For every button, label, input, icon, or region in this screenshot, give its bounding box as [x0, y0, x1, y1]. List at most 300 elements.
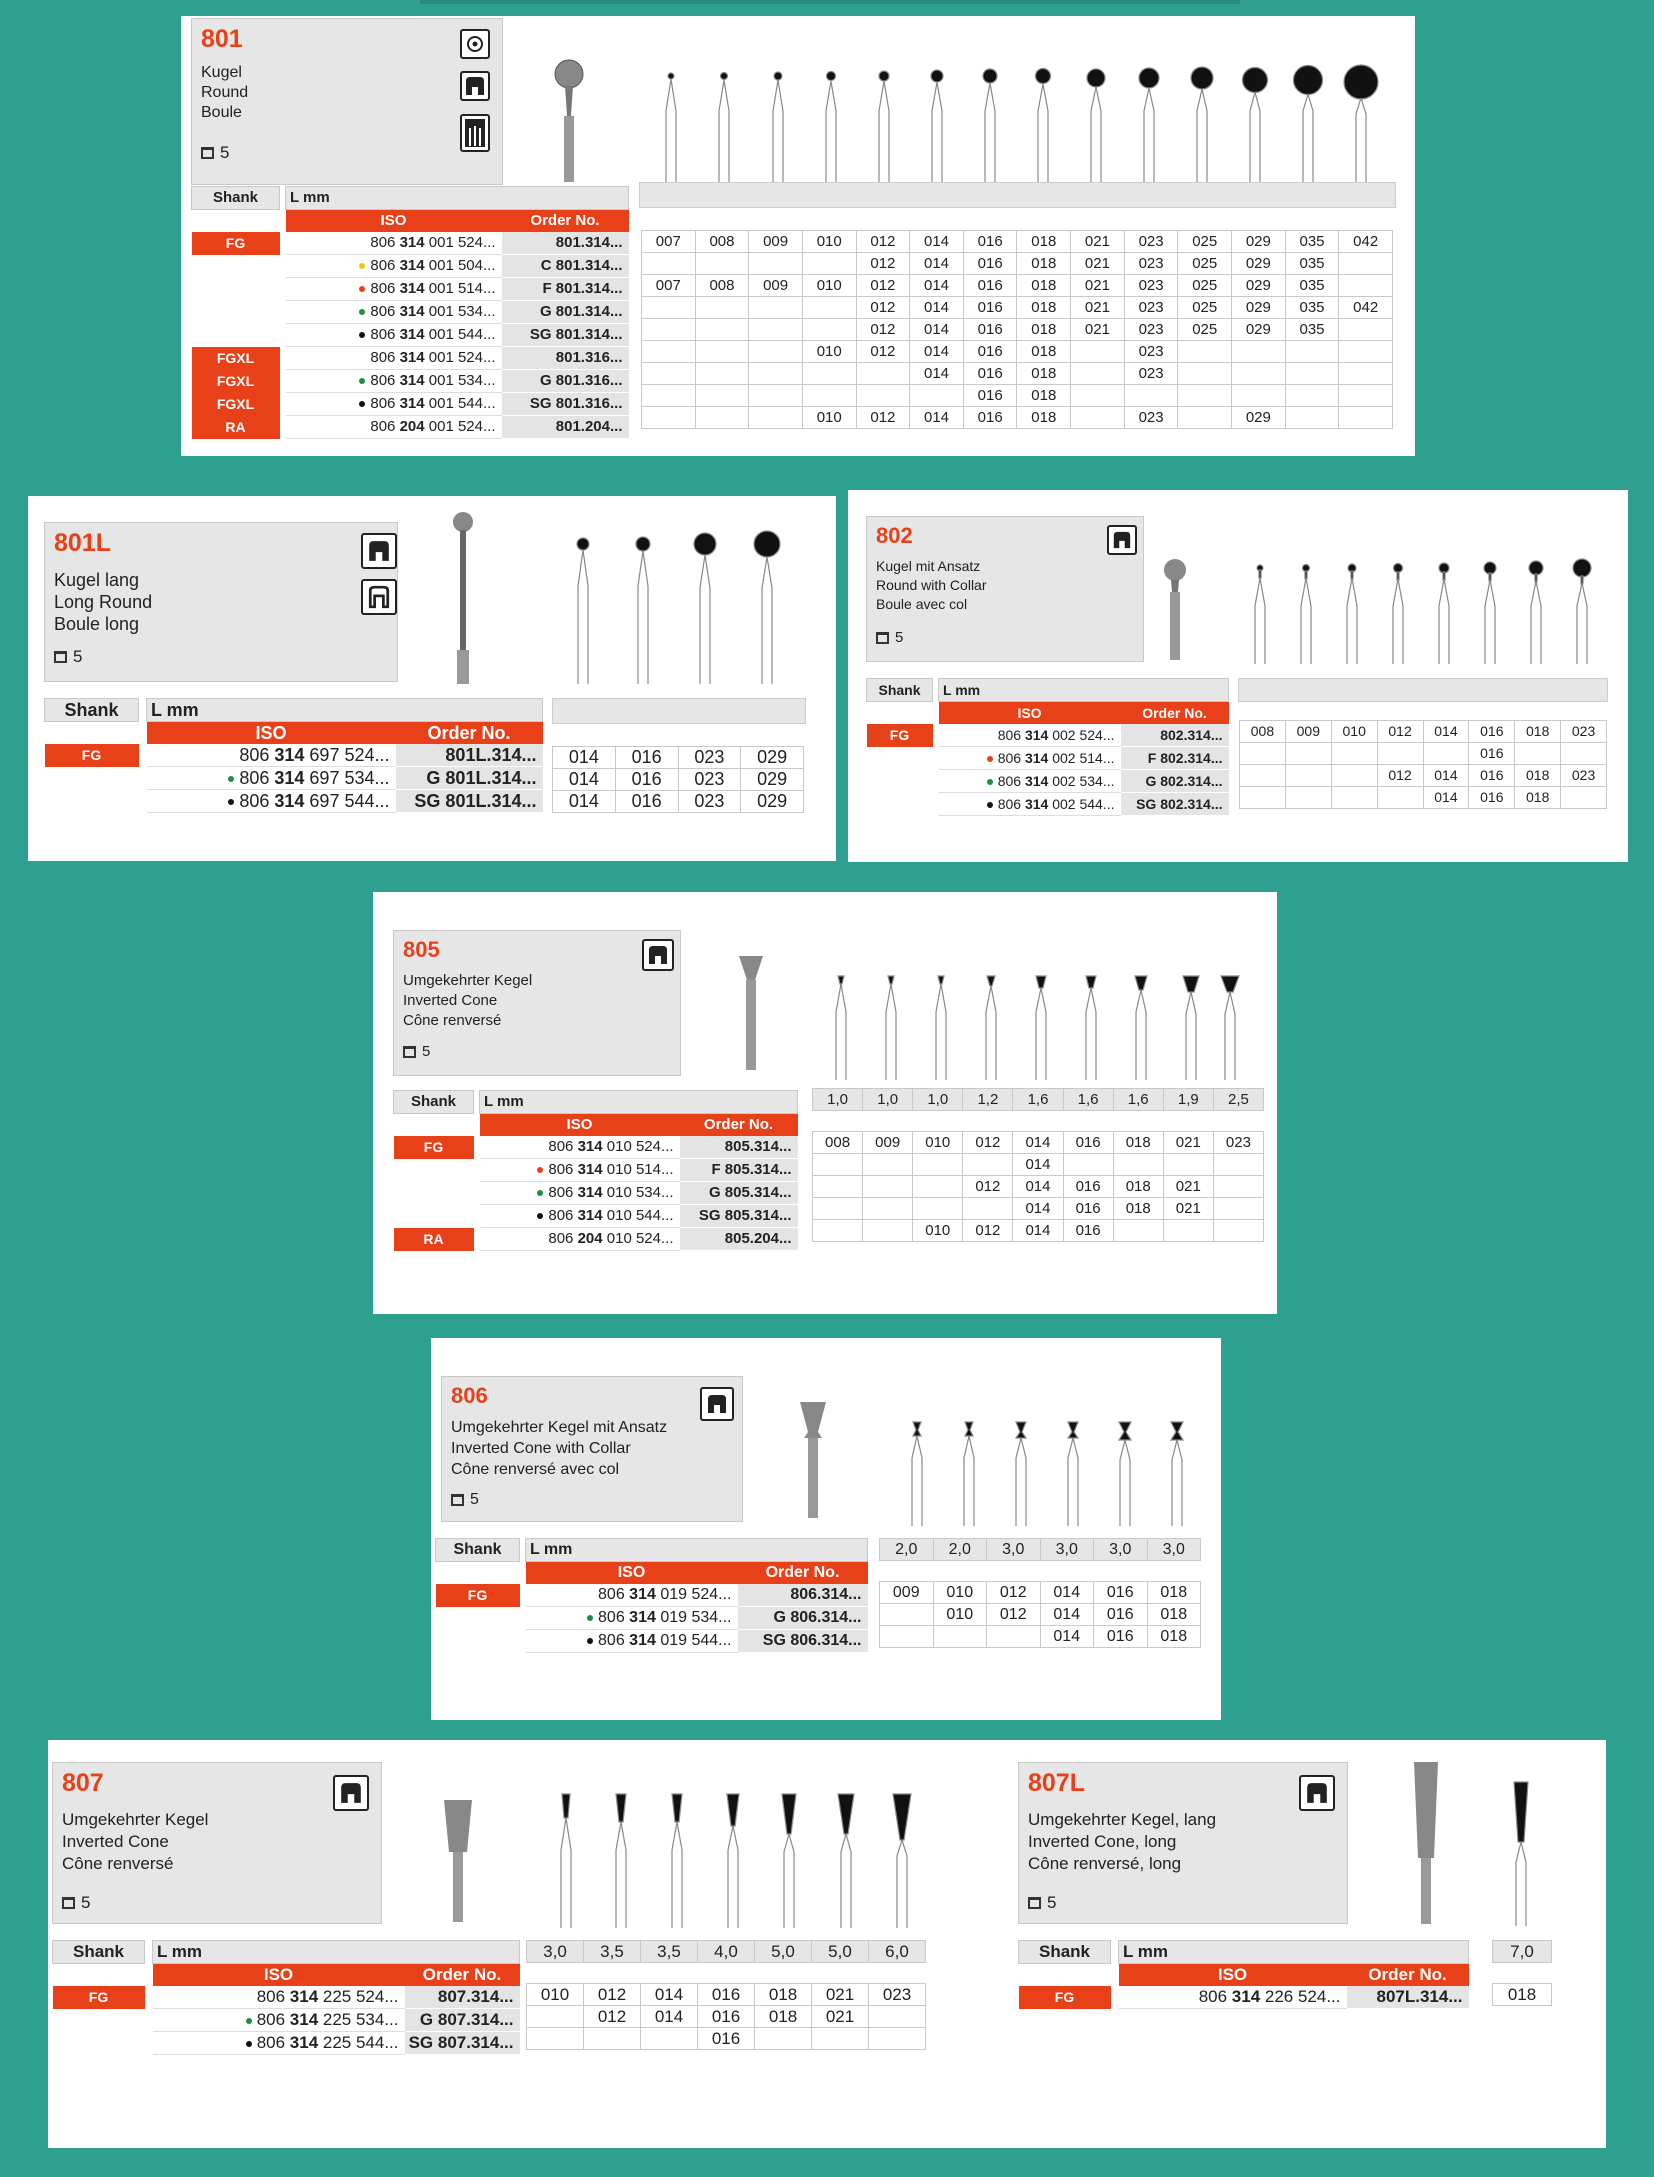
- spacer: [145, 2032, 153, 2055]
- pack-count: 5: [81, 1893, 91, 1912]
- size-cell: 010: [802, 341, 856, 363]
- iso-prefix: 806: [1198, 1987, 1232, 2006]
- shank-header: Shank: [53, 1941, 145, 1964]
- lmm-header: L mm: [480, 1091, 798, 1114]
- spec-table: [52, 1940, 520, 2055]
- size-cell: 018: [1017, 363, 1071, 385]
- size-cell: 016: [1094, 1604, 1148, 1626]
- iso-shank-code: 314: [289, 2033, 319, 2052]
- iso-suffix: 001 504...: [424, 257, 496, 274]
- lmm-header: L mm: [939, 679, 1229, 702]
- iso-cell: [286, 393, 502, 416]
- size-cell: 023: [1561, 721, 1607, 743]
- order-header: Order No.: [738, 1562, 868, 1585]
- size-row: [1240, 787, 1607, 809]
- package-icon: [1028, 1897, 1041, 1909]
- order-header: Order No.: [1121, 702, 1229, 725]
- dot-green-icon: [359, 378, 365, 384]
- size-cell: [584, 2028, 641, 2050]
- iso-suffix: 002 534...: [1048, 773, 1115, 789]
- size-header-bar: [639, 182, 1396, 208]
- size-row: [553, 769, 804, 791]
- iso-suffix: 002 514...: [1048, 750, 1115, 766]
- size-cell: [755, 2028, 812, 2050]
- size-cell: 023: [1213, 1132, 1263, 1154]
- lmm-header: L mm: [147, 699, 543, 722]
- size-cell: 014: [1013, 1154, 1063, 1176]
- size-cell: 012: [584, 2006, 641, 2028]
- size-cell: 042: [1339, 231, 1393, 253]
- size-cell: [1339, 407, 1393, 429]
- size-cell: 016: [963, 231, 1017, 253]
- table-row: [867, 793, 1229, 816]
- spec-rows: [867, 724, 1229, 816]
- shank-cell: FG: [867, 724, 933, 747]
- iso-cell: [286, 416, 502, 439]
- size-cell: 009: [749, 275, 803, 297]
- size-cell: 029: [1232, 275, 1286, 297]
- size-cell: [1285, 363, 1339, 385]
- size-cell: 023: [1124, 319, 1178, 341]
- iso-suffix: 225 544...: [318, 2033, 399, 2052]
- product-card-806: [431, 1338, 1221, 1720]
- size-cell: 029: [1232, 407, 1286, 429]
- size-cell: [913, 1176, 963, 1198]
- name-de: Kugel mit Ansatz: [876, 558, 981, 574]
- size-cell: 042: [1339, 297, 1393, 319]
- size-row: [527, 2006, 926, 2028]
- size-cell: 021: [1163, 1176, 1213, 1198]
- product-card-801: [181, 16, 1415, 456]
- size-cell: [1377, 743, 1423, 765]
- size-cell: 007: [642, 231, 696, 253]
- size-cell: 016: [1094, 1626, 1148, 1648]
- iso-cell: [286, 255, 502, 278]
- spec-table-807L: [1018, 1940, 1469, 2009]
- size-cell: 023: [869, 1984, 926, 2006]
- size-cell: 018: [1017, 407, 1071, 429]
- order-number: 801L.314...: [396, 744, 543, 767]
- size-row: [553, 747, 804, 769]
- size-cell: [1561, 743, 1607, 765]
- size-cell: [642, 253, 696, 275]
- order-header: Order No.: [396, 722, 543, 745]
- iso-shank-code: 314: [399, 303, 425, 320]
- spec-rows: [436, 1584, 868, 1653]
- bur-size-illustrations: [538, 1790, 968, 1930]
- shank-header: Shank: [45, 699, 139, 722]
- size-cell: 029: [1232, 319, 1286, 341]
- size-cell: 010: [802, 231, 856, 253]
- size-cell: 016: [963, 385, 1017, 407]
- size-cell: [1339, 385, 1393, 407]
- size-cell: [863, 1154, 913, 1176]
- bur-image: [733, 952, 769, 1074]
- iso-shank-code: 314: [399, 257, 425, 274]
- length-cell: 6,0: [869, 1941, 926, 1963]
- crown-prep-icon: [642, 939, 674, 971]
- biohazard-instrument-icon: [460, 29, 490, 59]
- size-cell: 035: [1285, 297, 1339, 319]
- size-cell: [802, 297, 856, 319]
- pack-count: 5: [1047, 1893, 1057, 1912]
- iso-header: ISO: [286, 210, 502, 233]
- size-row: [813, 1154, 1264, 1176]
- name-en: Inverted Cone, long: [1028, 1832, 1177, 1851]
- size-cell: [910, 385, 964, 407]
- name-fr: Boule long: [54, 614, 140, 634]
- size-cell: [1339, 363, 1393, 385]
- size-row: [1240, 721, 1607, 743]
- size-cell: [1285, 765, 1331, 787]
- size-cell: 018: [1017, 297, 1071, 319]
- iso-prefix: 806: [370, 257, 400, 274]
- size-cell: 008: [1240, 721, 1286, 743]
- order-number: 805.204...: [680, 1228, 798, 1251]
- size-cell: 012: [856, 253, 910, 275]
- size-cell: [1331, 743, 1377, 765]
- table-row: [192, 416, 629, 439]
- size-row: [642, 297, 1393, 319]
- spec-rows: [53, 1986, 520, 2055]
- size-row: [880, 1626, 1201, 1648]
- dot-orange-icon: [359, 286, 365, 292]
- size-cell: [527, 2028, 584, 2050]
- size-cell: 029: [1232, 253, 1286, 275]
- dot-yellow-icon: [359, 263, 365, 269]
- iso-cell: [526, 1607, 738, 1630]
- order-header: Order No.: [1347, 1964, 1469, 1987]
- size-cell: [1178, 341, 1232, 363]
- product-names: [54, 569, 152, 635]
- length-cell: 3,0: [1040, 1539, 1094, 1561]
- iso-suffix: 226 524...: [1260, 1987, 1341, 2006]
- size-cell: [863, 1198, 913, 1220]
- length-cell: 1,6: [1063, 1089, 1113, 1111]
- iso-prefix: 806: [548, 1184, 578, 1201]
- iso-shank-code: 314: [399, 326, 425, 343]
- table-row: [53, 1986, 520, 2009]
- size-grid-807L: [1492, 1940, 1552, 2006]
- iso-suffix: 001 544...: [424, 326, 496, 343]
- size-cell: 023: [1124, 231, 1178, 253]
- size-cell: 010: [802, 407, 856, 429]
- size-cell: 014: [910, 231, 964, 253]
- pack-quantity: [1028, 1893, 1056, 1913]
- size-cell: 012: [856, 341, 910, 363]
- size-cell: 016: [963, 253, 1017, 275]
- size-row: [642, 231, 1393, 253]
- size-cell: [527, 2006, 584, 2028]
- iso-suffix: 225 524...: [318, 1987, 399, 2006]
- iso-shank-code: 314: [399, 372, 425, 389]
- size-cell: [880, 1604, 934, 1626]
- length-cell: 3,0: [527, 1941, 584, 1963]
- size-cell: [880, 1626, 934, 1648]
- order-number: SG 805.314...: [680, 1205, 798, 1228]
- size-cell: [1285, 787, 1331, 809]
- iso-suffix: 001 524...: [424, 418, 496, 435]
- size-cell: [869, 2006, 926, 2028]
- shank-cell: FG: [436, 1584, 520, 1607]
- order-number: G 801.314...: [502, 301, 629, 324]
- shank-cell: FG: [192, 232, 280, 255]
- iso-shank-code: 204: [577, 1230, 603, 1247]
- product-header: [866, 516, 1144, 662]
- product-header: [44, 522, 398, 682]
- dot-green-icon: [587, 1615, 593, 1621]
- dot-orange-icon: [537, 1167, 543, 1173]
- product-header: [393, 930, 681, 1076]
- iso-cell: [286, 347, 502, 370]
- table-row: [867, 770, 1229, 793]
- iso-prefix: 806: [256, 2033, 290, 2052]
- dot-black-icon: [228, 799, 234, 805]
- iso-prefix: 806: [370, 395, 400, 412]
- length-cell: 1,0: [913, 1089, 963, 1111]
- length-cell: 4,0: [698, 1941, 755, 1963]
- table-row: [192, 324, 629, 347]
- size-row: [813, 1176, 1264, 1198]
- shank-cell: [394, 1182, 474, 1205]
- name-fr: Boule: [201, 104, 242, 121]
- iso-shank-code: 314: [399, 395, 425, 412]
- size-cell: [1213, 1220, 1263, 1242]
- order-header: Order No.: [405, 1964, 520, 1987]
- product-card-807: [48, 1740, 1606, 2148]
- spacer: [145, 1986, 153, 2009]
- size-cell: 014: [910, 341, 964, 363]
- size-cell: 016: [963, 275, 1017, 297]
- iso-shank-code: 314: [1024, 727, 1049, 743]
- name-fr: Cône renversé: [403, 1012, 502, 1029]
- size-cell: [1285, 385, 1339, 407]
- size-cell: 023: [1124, 363, 1178, 385]
- size-cell: 018: [1017, 231, 1071, 253]
- product-number: 806: [451, 1383, 488, 1408]
- size-cell: 014: [1040, 1604, 1094, 1626]
- name-en: Long Round: [54, 592, 153, 612]
- iso-prefix: 806: [997, 773, 1025, 789]
- shank-cell: [436, 1630, 520, 1653]
- spec-rows: [192, 232, 629, 439]
- size-cell: [695, 407, 749, 429]
- size-cell: 023: [678, 769, 741, 791]
- size-cell: [802, 385, 856, 407]
- length-row: [880, 1539, 1201, 1561]
- iso-suffix: 697 544...: [304, 791, 390, 811]
- size-cell: 016: [1063, 1198, 1113, 1220]
- size-cell: [1240, 787, 1286, 809]
- grid-spacer: [1493, 1963, 1552, 1984]
- pack-count: 5: [470, 1491, 479, 1508]
- table-row: [436, 1584, 868, 1607]
- crown-prep-icon: [460, 71, 490, 101]
- size-row: [642, 363, 1393, 385]
- size-cell: 016: [963, 297, 1017, 319]
- iso-cell: [286, 370, 502, 393]
- shank-cell: [45, 767, 139, 790]
- product-number: 801L: [54, 529, 111, 557]
- size-cell: [863, 1176, 913, 1198]
- iso-cell: [526, 1630, 738, 1653]
- iso-cell: [480, 1136, 680, 1159]
- size-cell: 018: [1017, 319, 1071, 341]
- size-cell: 018: [1515, 765, 1561, 787]
- size-cell: 010: [933, 1604, 987, 1626]
- product-card-802: [848, 490, 1628, 862]
- bur-image: [438, 1796, 478, 1926]
- size-row: [1240, 765, 1607, 787]
- size-cell: 025: [1178, 297, 1232, 319]
- iso-shank-code: 314: [1231, 1987, 1261, 2006]
- size-cell: 014: [553, 769, 616, 791]
- bur-size-illustrations: [651, 56, 1401, 186]
- size-cell: 012: [963, 1220, 1013, 1242]
- size-cell: [749, 319, 803, 341]
- order-number: 802.314...: [1121, 724, 1229, 747]
- iso-shank-code: 204: [399, 418, 425, 435]
- product-header: [441, 1376, 743, 1522]
- product-header: [191, 18, 503, 185]
- size-cell: [1063, 1154, 1113, 1176]
- bur-image: [1160, 556, 1190, 662]
- product-names: [62, 1809, 208, 1875]
- size-cell: 009: [880, 1582, 934, 1604]
- size-cell: 014: [910, 363, 964, 385]
- product-names: [403, 971, 532, 1031]
- iso-shank-code: 314: [629, 1609, 656, 1626]
- size-cell: 012: [856, 231, 910, 253]
- spec-table: [191, 186, 629, 439]
- size-cell: 023: [678, 791, 741, 813]
- shank-cell: [436, 1607, 520, 1630]
- iso-shank-code: 314: [577, 1207, 603, 1224]
- size-cell: 018: [755, 1984, 812, 2006]
- size-cell: [1377, 787, 1423, 809]
- iso-shank-code: 314: [1024, 750, 1049, 766]
- name-fr: Cône renversé, long: [1028, 1854, 1182, 1873]
- size-cell: [813, 1154, 863, 1176]
- size-cell: 016: [1063, 1132, 1113, 1154]
- size-cell: 021: [1071, 253, 1125, 275]
- order-number: G 807.314...: [405, 2009, 520, 2032]
- size-cell: 025: [1178, 275, 1232, 297]
- iso-header: ISO: [526, 1562, 738, 1585]
- size-row: [813, 1132, 1264, 1154]
- length-cell: 1,9: [1163, 1089, 1213, 1111]
- size-cell: [1232, 385, 1286, 407]
- size-cell: [802, 319, 856, 341]
- size-cell: [1285, 341, 1339, 363]
- pack-quantity: [451, 1491, 479, 1509]
- iso-prefix: 806: [598, 1632, 630, 1649]
- product-header-807L: [1018, 1762, 1348, 1924]
- length-cell: 2,0: [880, 1539, 934, 1561]
- product-number: 807L: [1028, 1769, 1085, 1797]
- size-cell: [1331, 765, 1377, 787]
- iso-cell: [286, 324, 502, 347]
- shank-cell: [53, 2009, 145, 2032]
- order-number: G 801.316...: [502, 370, 629, 393]
- pack-count: 5: [422, 1043, 431, 1060]
- size-cell: 023: [1124, 275, 1178, 297]
- iso-shank-code: 314: [629, 1586, 656, 1603]
- size-cell: 012: [987, 1604, 1041, 1626]
- iso-prefix: 806: [548, 1230, 578, 1247]
- iso-shank-code: 314: [399, 234, 425, 251]
- shank-cell: [192, 278, 280, 301]
- spacer: [139, 744, 147, 767]
- iso-suffix: 010 524...: [602, 1230, 674, 1247]
- size-row: [813, 1198, 1264, 1220]
- size-cell: 014: [553, 791, 616, 813]
- size-cell: 016: [1063, 1220, 1113, 1242]
- size-cell: [856, 363, 910, 385]
- shank-cell: [192, 324, 280, 347]
- size-cell: 023: [1124, 407, 1178, 429]
- name-de: Kugel lang: [54, 570, 140, 590]
- dot-orange-icon: [987, 756, 993, 762]
- shank-cell: FGXL: [192, 370, 280, 393]
- shank-cell: [45, 790, 139, 813]
- size-cell: [695, 385, 749, 407]
- table-row: [394, 1228, 798, 1251]
- iso-suffix: 010 534...: [602, 1184, 674, 1201]
- size-cell: 023: [1124, 253, 1178, 275]
- name-de: Umgekehrter Kegel, lang: [1028, 1810, 1217, 1829]
- size-cell: [802, 363, 856, 385]
- order-number: SG 801.316...: [502, 393, 629, 416]
- dot-black-icon: [246, 2041, 252, 2047]
- order-header: Order No.: [680, 1114, 798, 1137]
- size-cell: 016: [698, 2028, 755, 2050]
- dot-black-icon: [359, 401, 365, 407]
- size-cell: [642, 297, 696, 319]
- size-cell: 021: [812, 1984, 869, 2006]
- iso-cell: [939, 770, 1121, 793]
- shank-cell: FG: [1019, 1986, 1111, 2009]
- size-cell: 010: [913, 1132, 963, 1154]
- size-cell: 029: [1232, 231, 1286, 253]
- shank-cell: RA: [192, 416, 280, 439]
- length-row: [813, 1089, 1264, 1111]
- dot-green-icon: [246, 2018, 252, 2024]
- size-cell: 012: [856, 407, 910, 429]
- iso-cell: [147, 744, 396, 767]
- size-cell: [642, 319, 696, 341]
- iso-suffix: 010 544...: [602, 1207, 674, 1224]
- shank-cell: RA: [394, 1228, 474, 1251]
- size-row: [1493, 1984, 1552, 2006]
- iso-cell: [939, 724, 1121, 747]
- size-cell: [1113, 1220, 1163, 1242]
- dot-green-icon: [537, 1190, 543, 1196]
- length-cell: 2,0: [933, 1539, 987, 1561]
- iso-prefix: 806: [997, 796, 1025, 812]
- size-cell: 009: [863, 1132, 913, 1154]
- size-cell: 016: [963, 341, 1017, 363]
- iso-cell: [480, 1159, 680, 1182]
- order-number: 801.316...: [502, 347, 629, 370]
- product-names: [876, 557, 987, 614]
- length-cell: 1,0: [863, 1089, 913, 1111]
- iso-suffix: 001 524...: [424, 349, 496, 366]
- package-icon: [403, 1046, 416, 1058]
- order-number: 805.314...: [680, 1136, 798, 1159]
- size-cell: [1339, 341, 1393, 363]
- iso-prefix: 806: [370, 280, 400, 297]
